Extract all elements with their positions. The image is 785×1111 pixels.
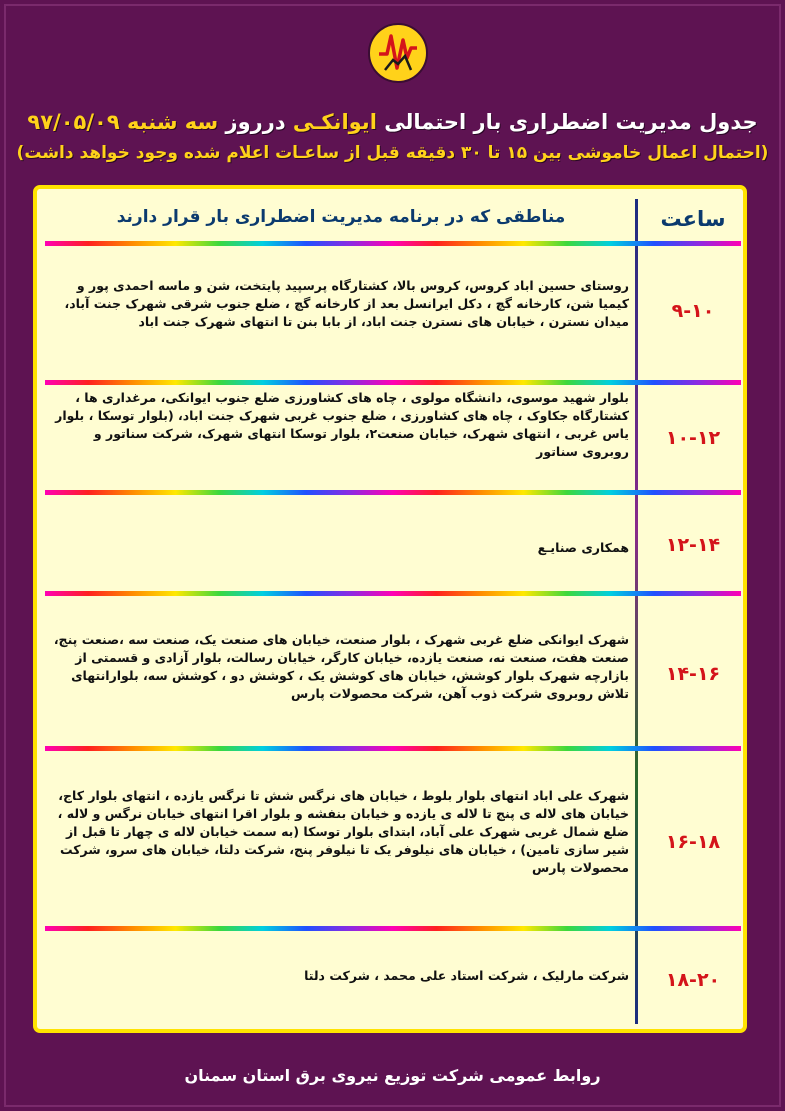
page-subtitle: (احتمال اعمال خاموشی بین ۱۵ تا ۳۰ دقیقه قبل از ساعـات اعلام شده وجود خواهد داشت) <box>16 143 769 163</box>
row-time: ۱۸-۲۰ <box>665 969 721 991</box>
row-time: ۹-۱۰ <box>671 300 715 322</box>
row-time: ۱۰-۱۲ <box>665 427 721 449</box>
row-areas: همکاری صنایـع <box>537 540 629 555</box>
row-time: ۱۶-۱۸ <box>665 831 721 853</box>
title-company: ایوانکـی <box>292 110 377 134</box>
header-areas: مناطقی که در برنامه مدیریت اضطراری بار قرار دارند <box>116 207 566 227</box>
schedule-table <box>33 185 747 1033</box>
title-mid: درروز <box>225 110 286 134</box>
row-separator <box>45 746 741 751</box>
row-areas: شهرک علی اباد انتهای بلوار بلوط ، خیابان های نرگس شش تا نرگس یازده ، انتهای بلوار کاج، خیابان های لاله ی پنج تا لاله ی یازده و خیابان بنفشه و بلوار اقرا انتهای خیابان نرگس و لاله ، ضلع شمال غربی شهرک علی آباد، ابتدای بلوار توسکا (به سمت خیابان لاله ی چهار تا قبل از شیر سازی تامین) ، خیابان های نیلوفر یک تا نیلوفر پنج، شرکت دلتا، خیابان های سرو، شرکت محصولات پارس <box>57 788 629 875</box>
footer-credit: روابط عمومی شرکت توزیع نیروی برق استان سمنان <box>184 1066 601 1085</box>
row-separator <box>45 490 741 495</box>
row-areas: شرکت مارلیک ، شرکت استاد علی محمد ، شرکت دلتا <box>304 968 629 983</box>
row-areas: روستای حسین اباد کروس، کروس بالا، کشتارگاه پرسپید پایتخت، شن و ماسه احمدی پور و کیمیا شن، کارخانه گچ ، دکل ایرانسل بعد از کارخانه گچ ، ضلع جنوب شرقی شهرک جنت آباد، میدان نسترن ، خیابان های نسترن جنت اباد، از بابا بنن تا انتهای شهرک جنت اباد <box>64 278 629 329</box>
row-time: ۱۲-۱۴ <box>665 534 721 556</box>
header-time: ساعت <box>660 207 726 231</box>
row-separator <box>45 591 741 596</box>
row-separator <box>45 380 741 385</box>
page-title <box>0 110 785 134</box>
row-separator <box>45 926 741 931</box>
power-company-logo <box>367 22 429 84</box>
title-date: سه شنبه ۹۷/۰۵/۰۹ <box>27 110 219 134</box>
title-prefix: جدول مدیریت اضطراری بار احتمالی <box>384 110 758 134</box>
row-time: ۱۴-۱۶ <box>665 663 721 685</box>
column-divider <box>635 199 638 1024</box>
row-areas: بلوار شهید موسوی، دانشگاه مولوی ، چاه های کشاورزی ضلع جنوب ایوانکی، مرغداری ها ، کشتارگاه جکاوک ، چاه های کشاورزی ، ضلع جنوب غربی شهرک جنت اباد، (بلوار توسکا ، بلوار یاس غربی ، انتهای شهرک، خیابان صنعت۲، بلوار توسکا انتهای شهرک، شرکت سناتور و روبروی سناتور <box>55 390 629 459</box>
row-areas: شهرک ایوانکی ضلع غربی شهرک ، بلوار صنعت، خیابان های صنعت یک، صنعت سه ،صنعت پنج، صنعت هفت، صنعت نه، صنعت یازده، خیابان کارگر، خیابان رسالت، بلوار آزادی و قسمتی از بازارچه شهرک بلوار کوشش، خیابان های کوشش یک ، کوشش دو ، کوشش سه، بلوارانتهای تلاش روبروی شرکت ذوب آهن، شرکت محصولات پارس <box>53 632 629 701</box>
row-separator <box>45 241 741 246</box>
